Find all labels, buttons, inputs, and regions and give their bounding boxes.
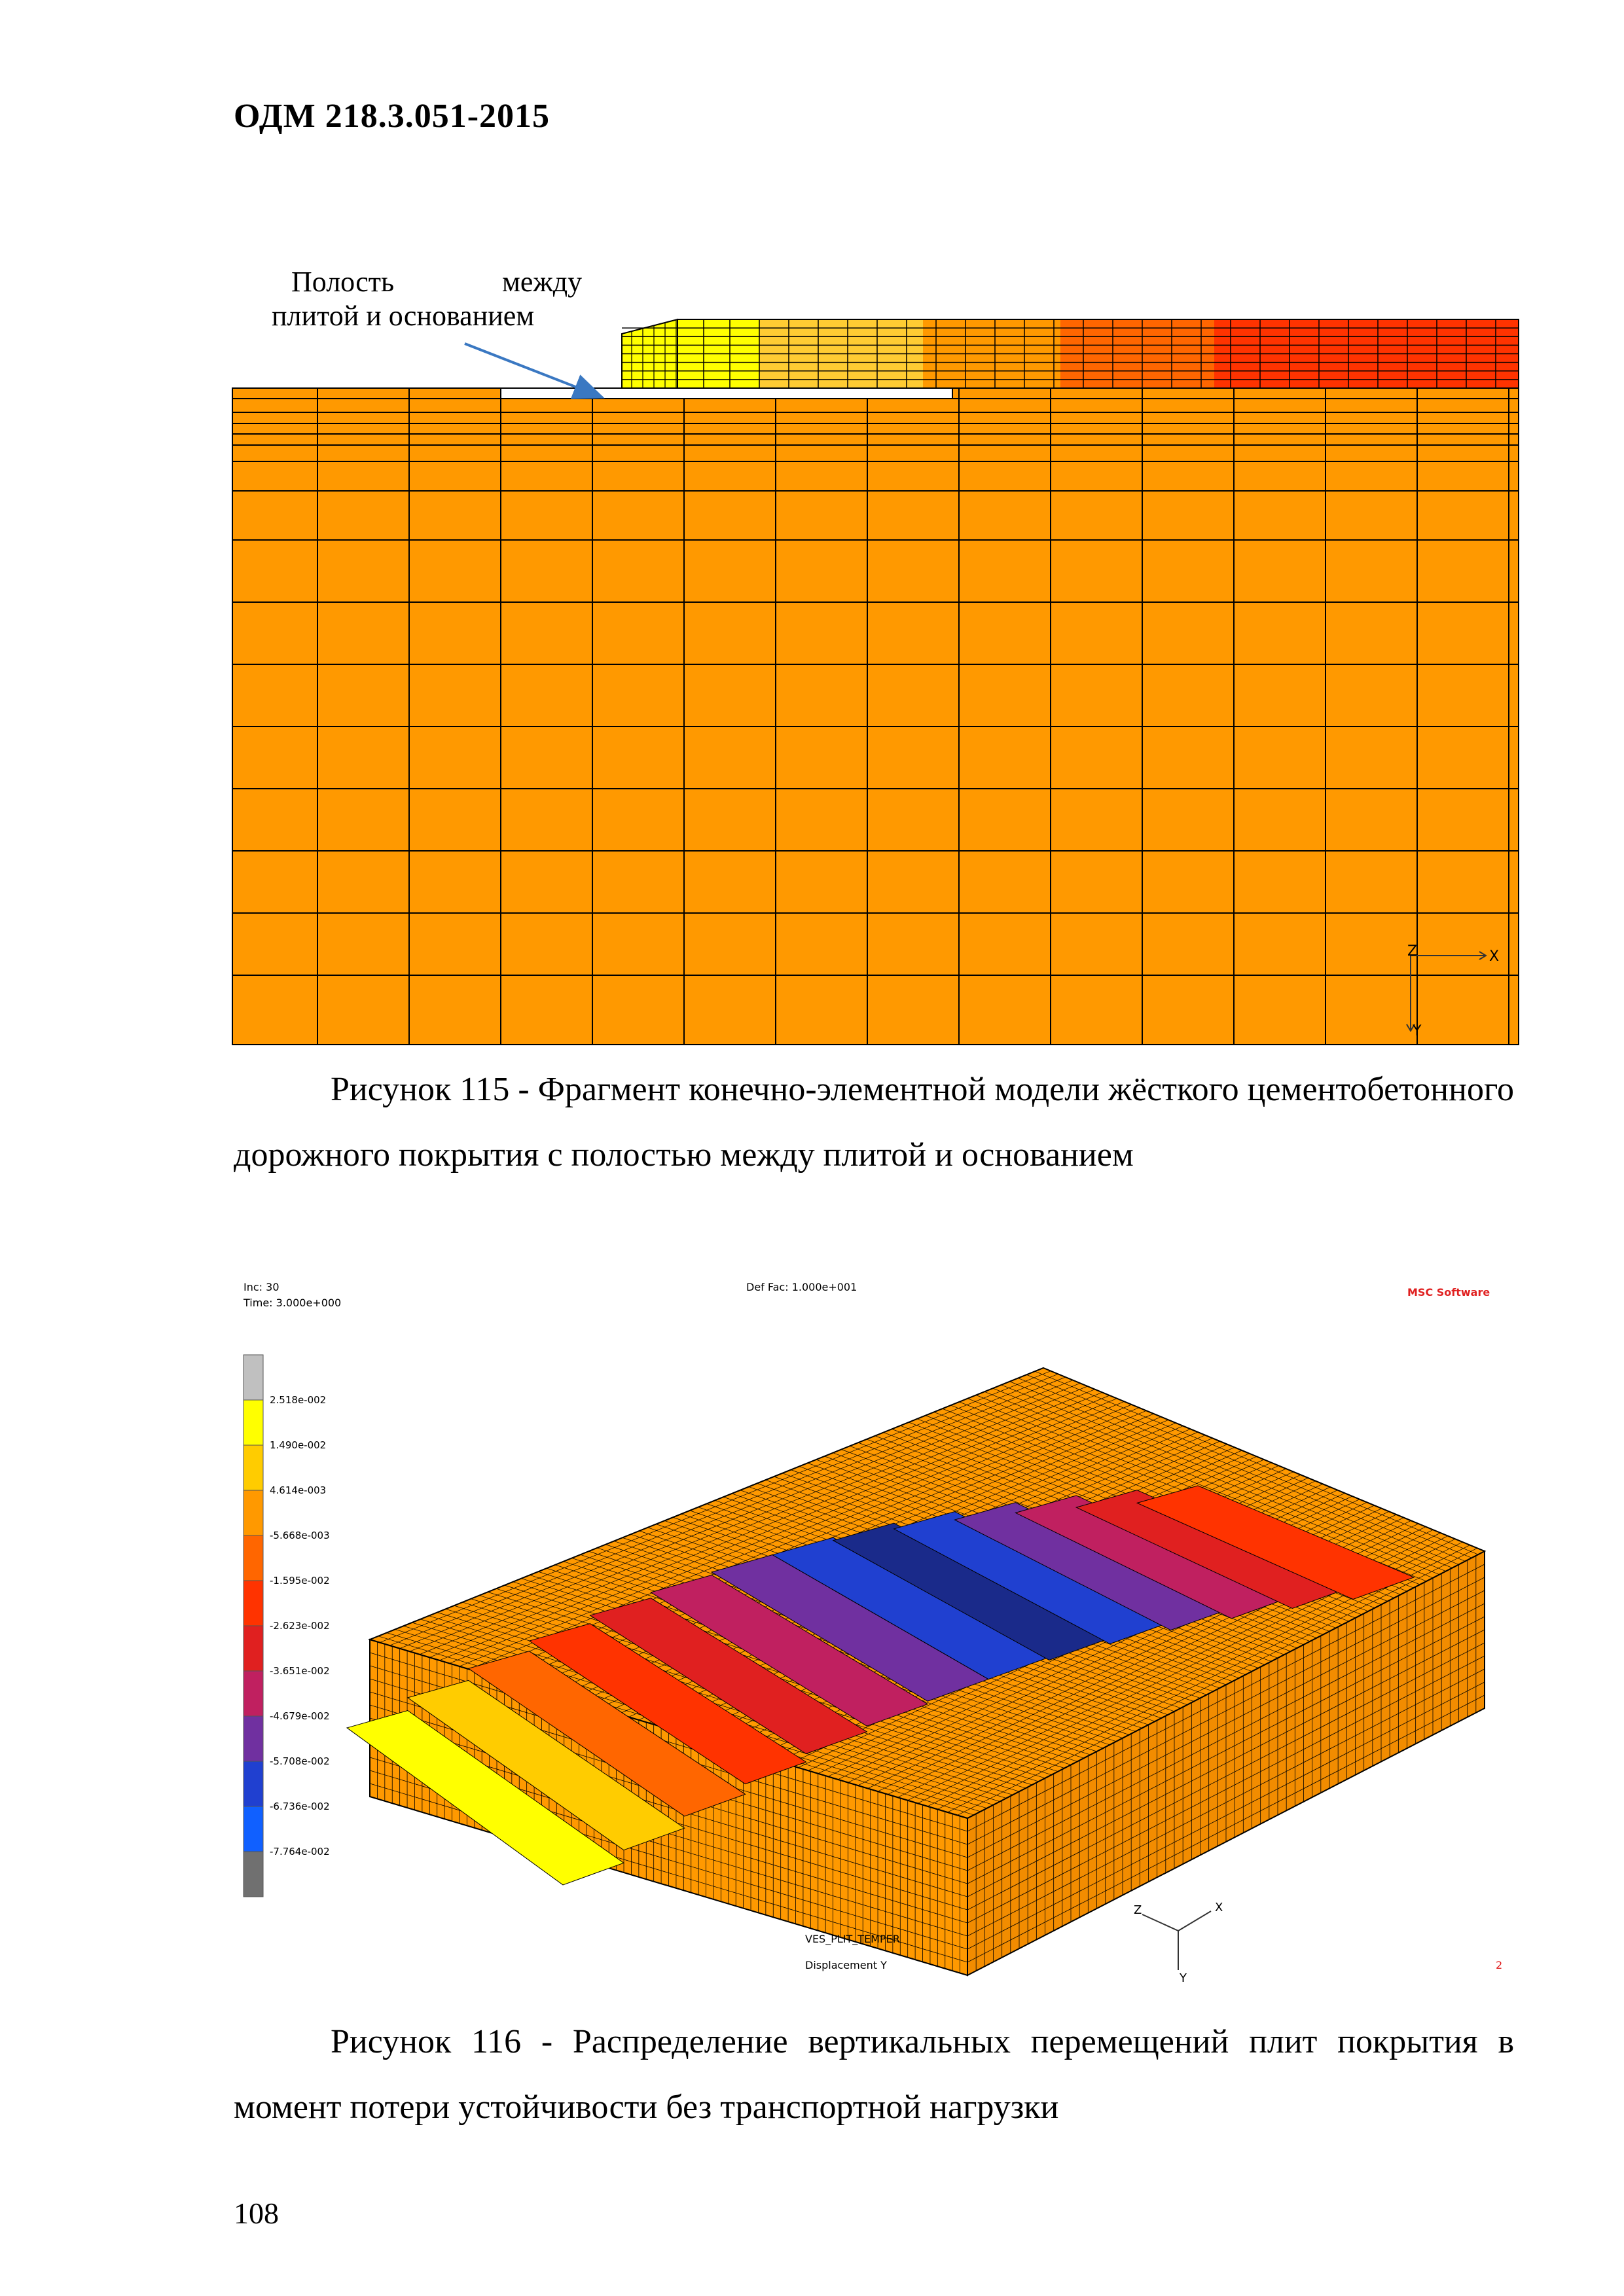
legend-swatch (244, 1852, 263, 1897)
legend-swatch (244, 1400, 263, 1445)
axis-z-label: Z (1407, 943, 1418, 960)
legend-value: 4.614e-003 (270, 1484, 327, 1496)
page-index: 2 (1496, 1959, 1503, 1971)
legend-value: -1.595e-002 (270, 1575, 330, 1587)
legend-swatch (244, 1490, 263, 1535)
legend-swatch (244, 1581, 263, 1626)
result-name: Displacement Y (805, 1959, 887, 1971)
legend-value: 2.518e-002 (270, 1394, 327, 1406)
legend-swatch (244, 1716, 263, 1761)
annotation-line2: плитой и основанием (272, 300, 535, 332)
axis-z-label: Z (1134, 1903, 1142, 1917)
plate-3d-model (347, 1368, 1485, 1975)
legend-swatch (244, 1355, 263, 1400)
document-code: ОДМ 218.3.051-2015 (234, 98, 550, 135)
time-label: Time: 3.000e+000 (244, 1297, 342, 1309)
color-legend (244, 1355, 330, 1897)
legend-value: -2.623e-002 (270, 1620, 330, 1632)
legend-swatch (244, 1671, 263, 1716)
job-name: VES_PLIT_TEMPER (805, 1933, 900, 1945)
legend-value: 1.490e-002 (270, 1439, 327, 1451)
legend-swatch (244, 1806, 263, 1852)
legend-value: -3.651e-002 (270, 1665, 330, 1677)
legend-value: -4.679e-002 (270, 1710, 330, 1722)
inc-label: Inc: 30 (244, 1281, 280, 1293)
axis-x-label: X (1215, 1901, 1223, 1914)
axis-triad (1142, 1911, 1211, 1970)
legend-swatch (244, 1626, 263, 1671)
annotation-line1-b: между (502, 266, 583, 298)
legend-swatch (244, 1761, 263, 1806)
annotation-line1-a: Полость (291, 266, 395, 298)
axis-y-label: Y (1180, 1971, 1187, 1985)
cavity (501, 388, 952, 399)
figure-116-displacement-plot (236, 1276, 1519, 1990)
legend-value: -5.668e-003 (270, 1530, 330, 1541)
legend-swatch (244, 1445, 263, 1490)
page-number: 108 (234, 2197, 279, 2230)
slab-mesh (622, 319, 1519, 388)
base-mesh (232, 388, 1519, 1045)
figure-115-fe-model (232, 266, 1519, 1047)
legend-value: -6.736e-002 (270, 1801, 330, 1812)
legend-value: -5.708e-002 (270, 1755, 330, 1767)
figure-115-caption: Рисунок 115 - Фрагмент конечно-элементной модели жёсткого цементобетонного дорожного покрытия с полостью между плитой и основанием (234, 1071, 1514, 1174)
figure-116-caption: Рисунок 116 - Распределение вертикальных перемещений плит покрытия в момент потери устойчивости без транспортной нагрузки (234, 2023, 1514, 2126)
def-fac-label: Def Fac: 1.000e+001 (746, 1281, 857, 1293)
axis-y-label: Y (1413, 1023, 1422, 1039)
msc-software-logo: MSC Software (1407, 1286, 1490, 1299)
legend-swatch (244, 1535, 263, 1581)
axis-x-label: X (1489, 948, 1500, 965)
legend-value: -7.764e-002 (270, 1846, 330, 1857)
